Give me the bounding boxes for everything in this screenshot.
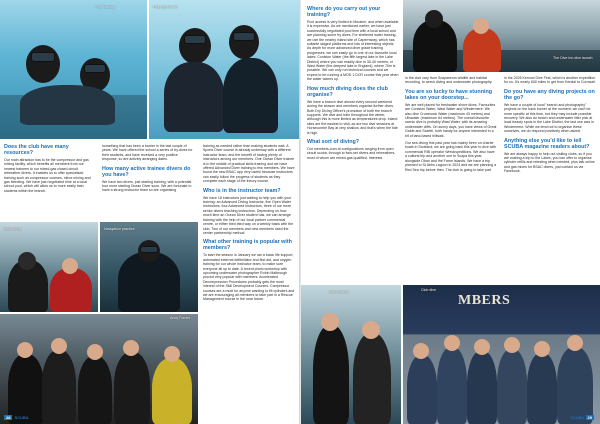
pub-sign-text: MBERS <box>458 293 511 308</box>
photo-dive-boat <box>403 0 600 72</box>
body-other-training: To start the season in January we ran a basic life support, automated external defibrillator and first aid, and oxygen training for our whole instructor team, to make sure everyone all up to date. A recent photo workshop with upcoming underwater photographer Robin Malbrough proved very popular with members. Accelerated Decompression Procedures probably gets the most interest of the Skill Development Courses. Compressor courses are a must for anyone wanting to fill cylinders and we are encouraging all members to take part in a Rescue Management course in the near future. <box>203 253 295 302</box>
body-trainees: We have two divers, just starting training, with a potential four more starting Ocean Diver soon. We are fortunate to have a strong instructor team so are organising <box>102 179 192 193</box>
right-column-3 <box>504 76 596 177</box>
heading-instructor-team: Who is in the instructor team? <box>203 187 281 194</box>
body-diving-projects: We have a couple of local "search and photography" projects on the back burner at the moment; we can't be more specific at this time, but they may include possible recovery. We also do beach and underwater litter pick at local beauty spots in the Lake District, the last one was in Windermere. While we tend not to organise these ourselves, we do respond positively when asked. <box>504 102 594 134</box>
left-column-1 <box>4 144 94 196</box>
body-where-training: Pool access is very limited in Moraine, and when available it is expensive. As we mentioned earlier, we have just successfully negotiated pool time with a local school and are planning some try dives. For sheltered water training, we use the nearby inland site of Capernwray, which has suitable staged platforms and lots of interesting objects. As depth for more advanced diver grade training progresses, we can easily go to one of our favourite local lakes: Coniston Water (the fifth largest lake in the Lake District) where you can readily dive to 30-40 metres; or Wast Water (the deepest lake in England), where 70m is possible. We can only run technical courses and we expect to be running a MOD 1 DCR course this year when the water warms up. <box>307 20 399 82</box>
caption-navigation-practice: Navigation practice <box>104 227 135 231</box>
page-number-right: 29 <box>587 415 592 420</box>
body-how-much-diving: We have a branch dive almost every second weekend during the season and members organise further dives. Both Dry Diving Officer's promotion of both the branch supports. We dive and train throughout the winter, although this is more limited as temperatures drop. Inland sites are the easiest to visit, as are two dive sessions at Horsecombe Bay at very shallow, and that's when the tide is high. <box>307 99 398 135</box>
body-instructor-team: We have 18 instructors just waiting to help you with your training: an Advanced Diving Instructor, five Open Water Instructors, four Advanced Instructors, three of our more senior divers teaching instructors. Depending on how much time an Ocean Diver student has, we can arrange training with the help of our local partner commercial centre, or either tried third way on a weekly basis with the club. Two of our members and new members used the center partnership method. <box>203 195 294 235</box>
page-number-left: 28 <box>6 415 11 420</box>
left-column-2 <box>102 144 194 196</box>
body-resources: Our main attraction has to be the compressor and gas mixing facility, which benefits all members from our newest trainees to our mixed-gas closed-circuit rebreather divers. It enables us to offer specialised training such as compressor courses, nitrox mixing and gas blending. We have just negotiated time at a local school pool, which will allow us to more easily train students within the branch. <box>4 158 91 193</box>
caption-pool-training: Pool training <box>95 5 115 9</box>
caption-sam-lorne: Sam Lorne <box>4 227 22 231</box>
left-column-3 <box>203 144 295 305</box>
heading-trainees: How many active trainee divers do you have? <box>102 165 191 178</box>
heading-resources: Does the club have many resources? <box>4 144 69 156</box>
heading-stunning-lakes: You are so lucky to have stunning lakes on your doorstep... <box>405 88 493 101</box>
photo-andy-fomes <box>0 314 198 424</box>
heading-diving-projects: Do you have any diving projects on the go? <box>504 88 595 101</box>
right-footer <box>570 415 596 420</box>
magazine-brand-right: SCUBA <box>570 415 585 420</box>
photo-sam-lorne <box>0 222 98 312</box>
photo-sam-annual <box>301 285 401 424</box>
right-page <box>301 0 600 424</box>
caption-dive-boat: The Dive Inn dive launch <box>553 56 593 60</box>
caption-andy-fomes: Andy Fomes <box>170 316 191 320</box>
left-footer <box>4 415 29 420</box>
heading-anything-else: Anything else you'd like to tell SCUBA magazine readers about? <box>504 137 590 150</box>
body-sort-of-diving-cont: in the club vary from Scapaseum wildlife and habitat recording, to wreck diving and underwater photography. <box>405 76 493 85</box>
photo-club-social <box>403 285 600 424</box>
heading-where-training: Where do you carry out your training? <box>307 6 381 18</box>
body-stunning-lakes: We are well placed for freshwater shore dives. Favourites are Coniston Water, Wast Water and Windermere. We also dive Crummock Water (maximum 43 metres) and Ullswater (maximum 64 metres). The overall favourite scenic dive is probably Wast Water, with its amazing underwater cliffs. On sunny days, you have views of Great Gable and Scafell, both handy for anyone interested in a bit of land-based hillwalk. <box>405 102 497 138</box>
photo-helping-with-kit <box>149 0 299 139</box>
heading-other-training: What other training is popular with members? <box>203 239 292 252</box>
photo-navigation-practice <box>100 222 198 312</box>
body-anything-else: We are always happy to help out visiting clubs, so if you are making a trip to the Lakes, you can offer to organise cylinder refills and retesting when needed, plus talk online and gas mixes for BSAC divers, just contact us via Facebook. <box>504 151 595 174</box>
body-sort-of-diving: Our members-cum-tri configurations ranging from open circuit scuba, through to twin-set divers and rebreathers, most of whom are mixed-gas qualified. Interests <box>307 146 396 160</box>
caption-helping-with-kit: Helping with kit <box>153 5 178 9</box>
caption-sam-annual: Sam Annual <box>329 290 349 294</box>
heading-how-much-diving: How much diving does the club organise? <box>307 85 388 98</box>
body-trainees-cont: training as needed rather than making students wait. A Sports Diver course is already underway with a different instructor team, and the benefit of having plenty of instructors among our members. One Ocean Diver trainee is in the middle of practical skills training and we have offered Advanced Diver training to few members. We have found the new BSAC app very useful because instructors can easily follow the progress of students as they complete each stage of the theory course. <box>203 144 295 184</box>
body-resources-cont: something that has been a barrier in the last couple of years. We have offered the school a series of try-dives for their students, and have received a very positive response, so are actively arranging dates. <box>102 144 193 162</box>
body-sea-diving: Our sea diving this past year has mainly been on charter boats in Scotland; we are going back this year to dive with commercial RIB operator Wreckspeditions. We also have a cultural trip and another one to Scapa this year, alongside Oban and the Farne Islands. We have a trip planned to St Abbs Lagoon in 2024 and we are planning a Red Sea trip before then. The club is going to take part <box>405 141 497 172</box>
right-column-2 <box>405 76 497 175</box>
caption-club-dive: Club dive <box>421 288 436 292</box>
right-column-1 <box>307 6 399 163</box>
left-page <box>0 0 299 424</box>
magazine-brand-left: SCUBA <box>14 415 29 420</box>
heading-sort-of-diving: What sort of diving? <box>307 138 360 145</box>
photo-pool-training <box>0 0 147 139</box>
body-sea-diving-cont: in the 2025 Kernow Dive Fest, which is another expedition for us. It's nearly 600 miles to get from Kendal to Cornwall. <box>504 76 596 85</box>
